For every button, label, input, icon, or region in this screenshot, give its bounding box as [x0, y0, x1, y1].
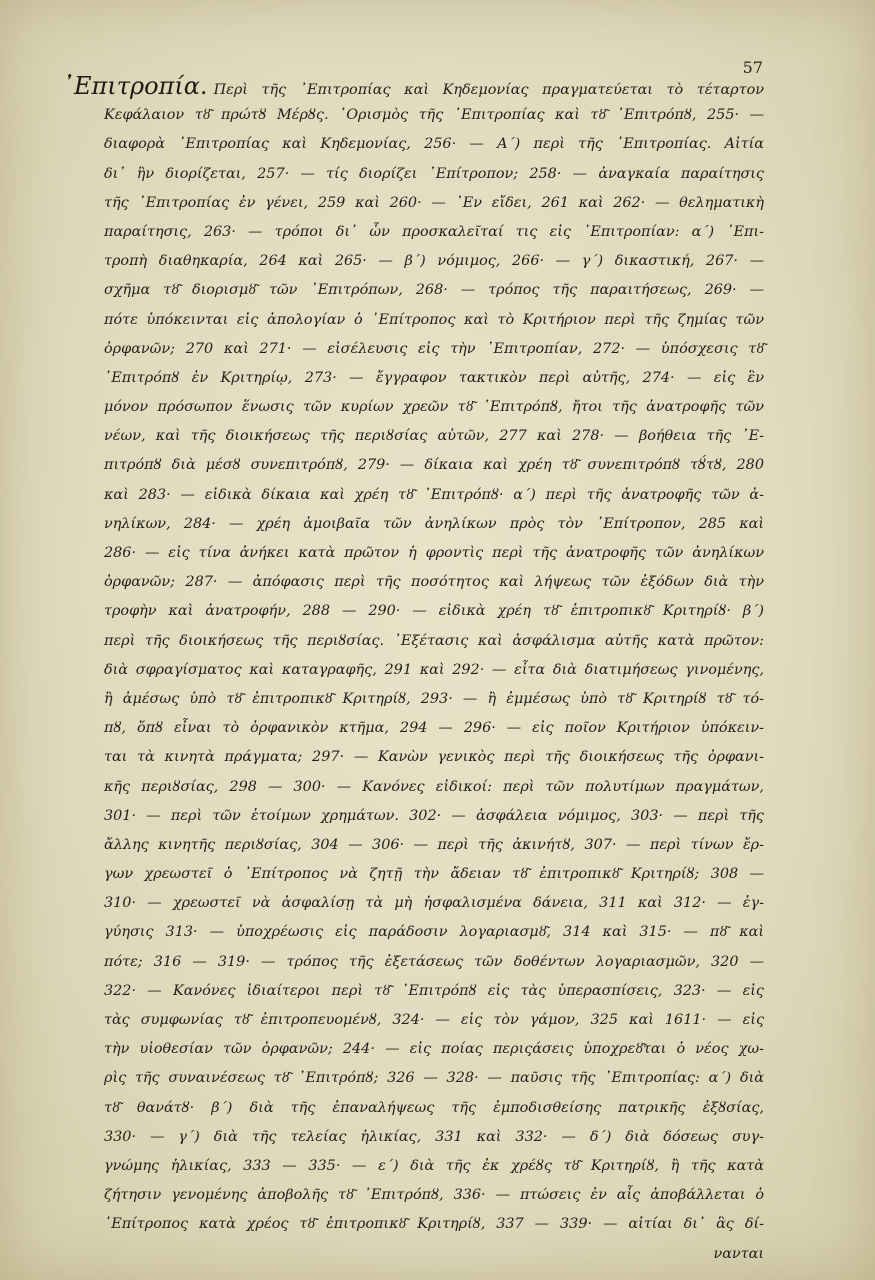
index-entry: [62, 72, 764, 1269]
entry-line: 310· — χρεωστεῖ νὰ ἀσφαλίσῃ τὰ μὴ ἠσφαλισμένα δάνεια, 311 καὶ 312· — ἐγ-: [104, 895, 764, 912]
entry-line: πιτρόπȣ διὰ μέσȣ συνεπιτρόπȣ, 279· — δίκαια καὶ χρέη τȣ͂ συνεπιτρόπȣ τȣ́τȣ, 280: [104, 457, 764, 474]
entry-line: ὀρφανῶν; 287· — ἀπόφασις περὶ τῆς ποσότητος καὶ λήψεως τῶν ἐξόδων διὰ τὴν: [104, 574, 764, 591]
entry-line: τροφὴν καὶ ἀνατροφήν, 288 — 290· — εἰδικὰ χρέη τȣ͂ ἐπιτροπικȣ͂ Κριτηρίȣ· β΄): [104, 603, 764, 620]
entry-line: ται τὰ κινητὰ πράγματα; 297· — Κανὼν γενικὸς περὶ τῆς διοικήσεως τῆς ὀρφανι-: [104, 749, 764, 766]
entry-line: κῆς περιȣσίας, 298 — 300· — Κανόνες εἰδικοί: περὶ τῶν πολυτίμων πραγμάτων,: [104, 778, 764, 795]
entry-line: καὶ 283· — εἰδικὰ δίκαια καὶ χρέη τȣ͂ ᾿Επιτρόπȣ· α΄) περὶ τῆς ἀνατροφῆς τῶν ἀ-: [104, 486, 764, 503]
entry-line: διὰ σφραγίσματος καὶ καταγραφῆς, 291 καὶ 292· — εἶτα διὰ διατιμήσεως γινομένης,: [104, 661, 764, 678]
entry-line: νέων, καὶ τῆς διοικήσεως τῆς περιȣσίας αὐτῶν, 277 καὶ 278· — βοήθεια τῆς ᾿Ε-: [104, 428, 764, 445]
entry-line-text: Περὶ τῆς ᾿Επιτροπίας καὶ Κηδεμονίας πραγματεύεται τὸ τέταρτον: [213, 82, 764, 98]
entry-line: 330· — γ΄) διὰ τῆς τελείας ἡλικίας, 331 καὶ 332· — δ΄) διὰ δόσεως συγ-: [104, 1128, 764, 1145]
entry-line: 286· — εἰς τίνα ἀνήκει κατὰ πρῶτον ἡ φροντὶς περὶ τῆς ἀνατροφῆς τῶν ἀνηλίκων: [104, 545, 764, 561]
entry-first-line: [62, 72, 764, 101]
page-number: 57: [742, 58, 763, 77]
entry-line: περὶ τῆς διοικήσεως τῆς περιȣσίας. ᾿Εξέτασις καὶ ἀσφάλισμα αὐτῆς κατὰ πρῶτον:: [104, 632, 764, 649]
entry-line: ζήτησιν γενομένης ἀποβολῆς τȣ͂ ᾿Επιτρόπȣ, 336· — πτώσεις ἐν αἷς ἀποβάλλεται ὁ: [104, 1187, 764, 1204]
entry-line: Κεφάλαιον τȣ͂ πρώτȣ Μέρȣς. ῾Ορισμὸς τῆς ᾿Επιτροπίας καὶ τȣ͂ ᾿Επιτρόπȣ, 255· —: [104, 107, 764, 124]
catchword: νανται: [713, 1245, 764, 1262]
entry-line: τὴν υἱοθεσίαν τῶν ὀρφανῶν; 244· — εἰς ποίας περιςάσεις ὑποχρεȣ͂ται ὁ νέος χω-: [104, 1041, 764, 1058]
entry-line: τροπὴ διαθηκαρία, 264 καὶ 265· — β΄) νόμιμος, 266· — γ΄) δικαστική, 267· —: [104, 253, 764, 270]
entry-line: τὰς συμφωνίας τȣ͂ ἐπιτροπευομένȣ, 324· — εἰς τὸν γάμον, 325 καὶ 1611· — εἰς: [104, 1012, 764, 1028]
entry-line: γνώμης ἡλικίας, 333 — 335· — ε΄) διὰ τῆς ἐκ χρέȣς τȣ͂ Κριτηρίȣ, ἢ τῆς κατὰ: [104, 1157, 764, 1174]
entry-line: νηλίκων, 284· — χρέη ἀμοιβαῖα τῶν ἀνηλίκων πρὸς τὸν ᾿Επίτροπον, 285 καὶ: [104, 515, 764, 532]
entry-line: ρὶς τῆς συναινέσεως τȣ͂ ᾿Επιτρόπȣ; 326 — 328· — παῦσις τῆς ᾿Επιτροπίας: α΄) διὰ: [104, 1070, 764, 1087]
entry-line: δι᾿ ἣν διορίζεται, 257· — τίς διορίζει ᾿Επίτροπον; 258· — ἀναγκαία παραίτησις: [104, 165, 764, 182]
entry-line: πȣ, ὅπȣ εἶναι τὸ ὀρφανικὸν κτῆμα, 294 — 296· — εἰς ποῖον Κριτήριον ὑπόκειν-: [104, 720, 764, 737]
entry-line: γύησις 313· — ὑποχρέωσις εἰς παράδοσιν λογαριασμȣ͂, 314 καὶ 315· — πȣ͂ καὶ: [104, 924, 764, 941]
entry-line: 301· — περὶ τῶν ἑτοίμων χρημάτων. 302· — ἀσφάλεια νόμιμος, 303· — περὶ τῆς: [104, 807, 764, 824]
entry-line: παραίτησις, 263· — τρόποι δι᾿ ὧν προσκαλεῖταί τις εἰς ᾿Επιτροπίαν: α΄) ᾿Επι-: [104, 223, 764, 240]
entry-line: ᾿Επίτροπος κατὰ χρέος τȣ͂ ἐπιτροπικȣ͂ Κριτηρίȣ, 337 — 339· — αἰτίαι δι᾿ ἃς δί-: [104, 1216, 764, 1233]
entry-line: μόνον πρόσωπον ἕνωσις τῶν κυρίων χρεῶν τȣ͂ ᾿Επιτρόπȣ, ἤτοι τῆς ἀνατροφῆς τῶν: [104, 399, 764, 416]
entry-line: γων χρεωστεῖ ὁ ᾿Επίτροπος νὰ ζητῇ τὴν ἄδειαν τȣ͂ ἐπιτροπικȣ͂ Κριτηρίȣ; 308 —: [104, 866, 764, 883]
entry-line: ἢ ἀμέσως ὑπὸ τȣ͂ ἐπιτροπικȣ͂ Κριτηρίȣ, 293· — ἢ ἐμμέσως ὑπὸ τȣ͂ Κριτηρίȣ τȣ͂ τό-: [104, 690, 764, 707]
entry-line: ὀρφανῶν; 270 καὶ 271· — εἰσέλευσις εἰς τὴν ᾿Επιτροπίαν, 272· — ὑπόσχεσις τȣ͂: [104, 340, 764, 357]
entry-line: τῆς ᾿Επιτροπίας ἐν γένει, 259 καὶ 260· — ᾿Εν εἴδει, 261 καὶ 262· — θεληματικὴ: [104, 194, 764, 211]
entry-line: ἄλλης κινητῆς περιȣσίας, 304 — 306· — περὶ τῆς ἀκινήτȣ, 307· — περὶ τίνων ἔρ-: [104, 836, 764, 853]
entry-line: διαφορὰ ᾿Επιτροπίας καὶ Κηδεμονίας, 256· — Α΄) περὶ τῆς ᾿Επιτροπίας. Αἰτία: [104, 136, 764, 153]
entry-headword: ᾿Επιτροπία.: [62, 72, 208, 100]
entry-line: ᾿Επιτρόπȣ ἐν Κριτηρίῳ, 273· — ἔγγραφον τακτικὸν περὶ αὐτῆς, 274· — εἰς ἓν: [104, 369, 764, 386]
entry-line: πότε; 316 — 319· — τρόπος τῆς ἐξετάσεως τῶν δοθέντων λογαριασμῶν, 320 —: [104, 953, 764, 970]
entry-line: 322· — Κανόνες ἰδιαίτεροι περὶ τȣ͂ ᾿Επιτρόπȣ εἰς τὰς ὑπερασπίσεις, 323· — εἰς: [104, 982, 764, 999]
entry-line: πότε ὑπόκεινται εἰς ἀπολογίαν ὁ ᾿Επίτροπος καὶ τὸ Κριτήριον περὶ τῆς ζημίας τῶν: [104, 311, 764, 328]
entry-line: τȣ͂ θανάτȣ· β΄) διὰ τῆς ἐπαναλήψεως τῆς ἐμποδισθείσης πατρικῆς ἐξȣσίας,: [104, 1099, 764, 1116]
entry-line: σχῆμα τȣ͂ διορισμȣ͂ τῶν ᾿Επιτρόπων, 268· — τρόπος τῆς παραιτήσεως, 269· —: [104, 282, 764, 299]
